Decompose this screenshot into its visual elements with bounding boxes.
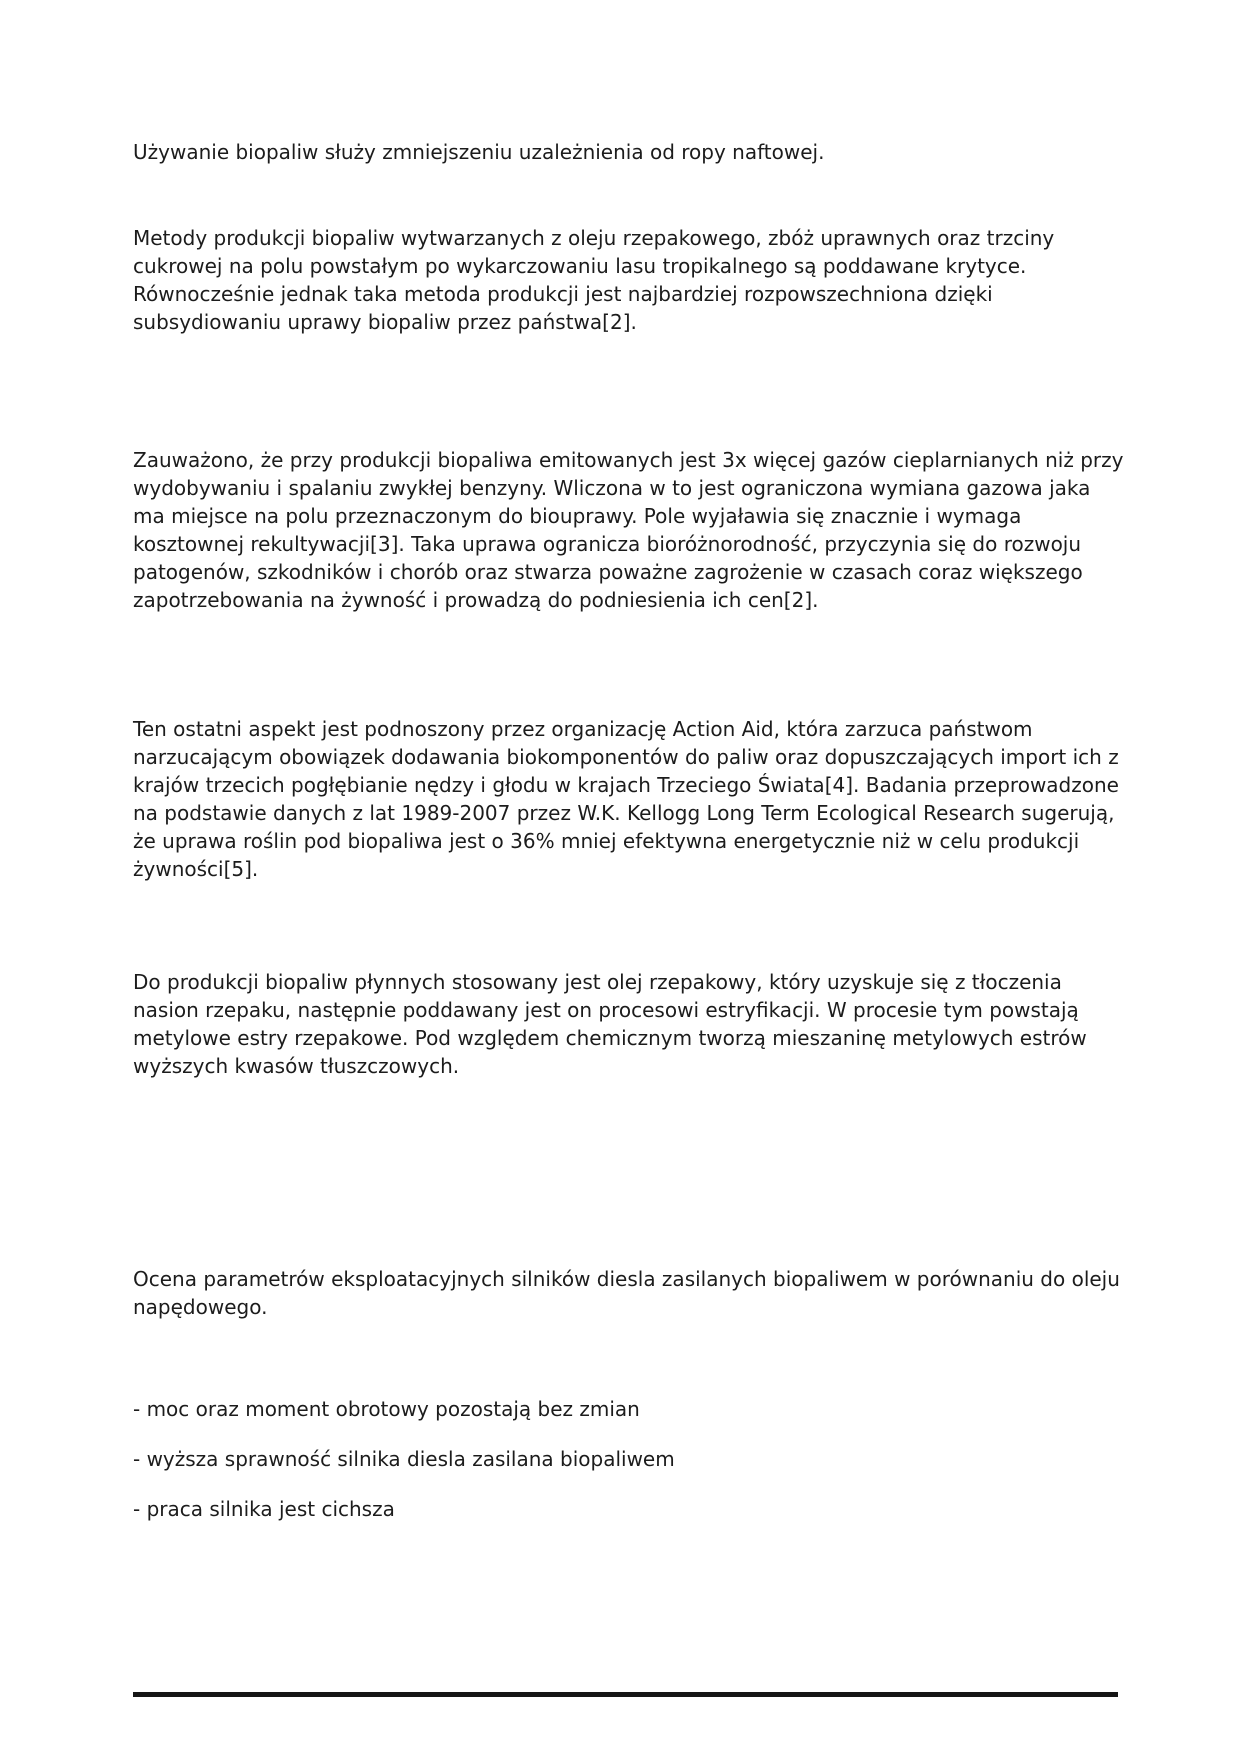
- clipped-bottom-text-sliver: [133, 1692, 1118, 1697]
- paragraph-emissions: Zauważono, że przy produkcji biopaliwa emitowanych jest 3x więcej gazów cieplarnianych niż przy wydobywaniu i spalaniu zwykłej benzyny. Wliczona w to jest ograniczona wymiana gazowa jaka ma miejsce na polu przeznaczonym do biouprawy. Pole wyjaławia się znacznie i wymaga kosztownej rekultywacji[3]. Taka uprawa ogranicza bioróżnorodność, przyczynia się do rozwoju patogenów, szkodników i chorób oraz stwarza poważne zagrożenie w czasach coraz większego zapotrzebowania na żywność i prowadzą do podniesienia ich cen[2].: [133, 448, 1124, 612]
- list-item-quieter: - praca silnika jest cichsza: [133, 1497, 395, 1521]
- intro-paragraph: Używanie biopaliw służy zmniejszeniu uzależnienia od ropy naftowej.: [133, 140, 825, 164]
- paragraph-rapeseed-oil: Do produkcji biopaliw płynnych stosowany jest olej rzepakowy, który uzyskuje się z tłoczenia nasion rzepaku, następnie poddawany jest on procesowi estryfikacji. W procesie tym powstają metylowe estry rzepakowe. Pod względem chemicznym tworzą mieszaninę metylowych estrów wyższych kwasów tłuszczowych.: [133, 970, 1087, 1078]
- paragraph-production-methods: Metody produkcji biopaliw wytwarzanych z oleju rzepakowego, zbóż uprawnych oraz trzciny cukrowej na polu powstałym po wykarczowaniu lasu tropikalnego są poddawane krytyce. Równocześnie jednak taka metoda produkcji jest najbardziej rozpowszechniona dzięki subsydiowaniu uprawy biopaliw przez państwa[2].: [133, 226, 1055, 334]
- section-intro-engine-parameters: Ocena parametrów eksploatacyjnych silników diesla zasilanych biopaliwem w porównaniu do oleju napędowego.: [133, 1267, 1120, 1319]
- paragraph-action-aid: Ten ostatni aspekt jest podnoszony przez organizację Action Aid, która zarzuca państwom narzucającym obowiązek dodawania biokomponentów do paliw oraz dopuszczających import ich z krajów trzecich pogłębianie nędzy i głodu w krajach Trzeciego Świata[4]. Badania przeprowadzone na podstawie danych z lat 1989-2007 przez W.K. Kellogg Long Term Ecological Research sugerują, że uprawa roślin pod biopaliwa jest o 36% mniej efektywna energetycznie niż w celu produkcji żywności[5].: [133, 717, 1119, 881]
- list-item-efficiency: - wyższa sprawność silnika diesla zasilana biopaliwem: [133, 1447, 675, 1471]
- list-item-power-torque: - moc oraz moment obrotowy pozostają bez zmian: [133, 1397, 640, 1421]
